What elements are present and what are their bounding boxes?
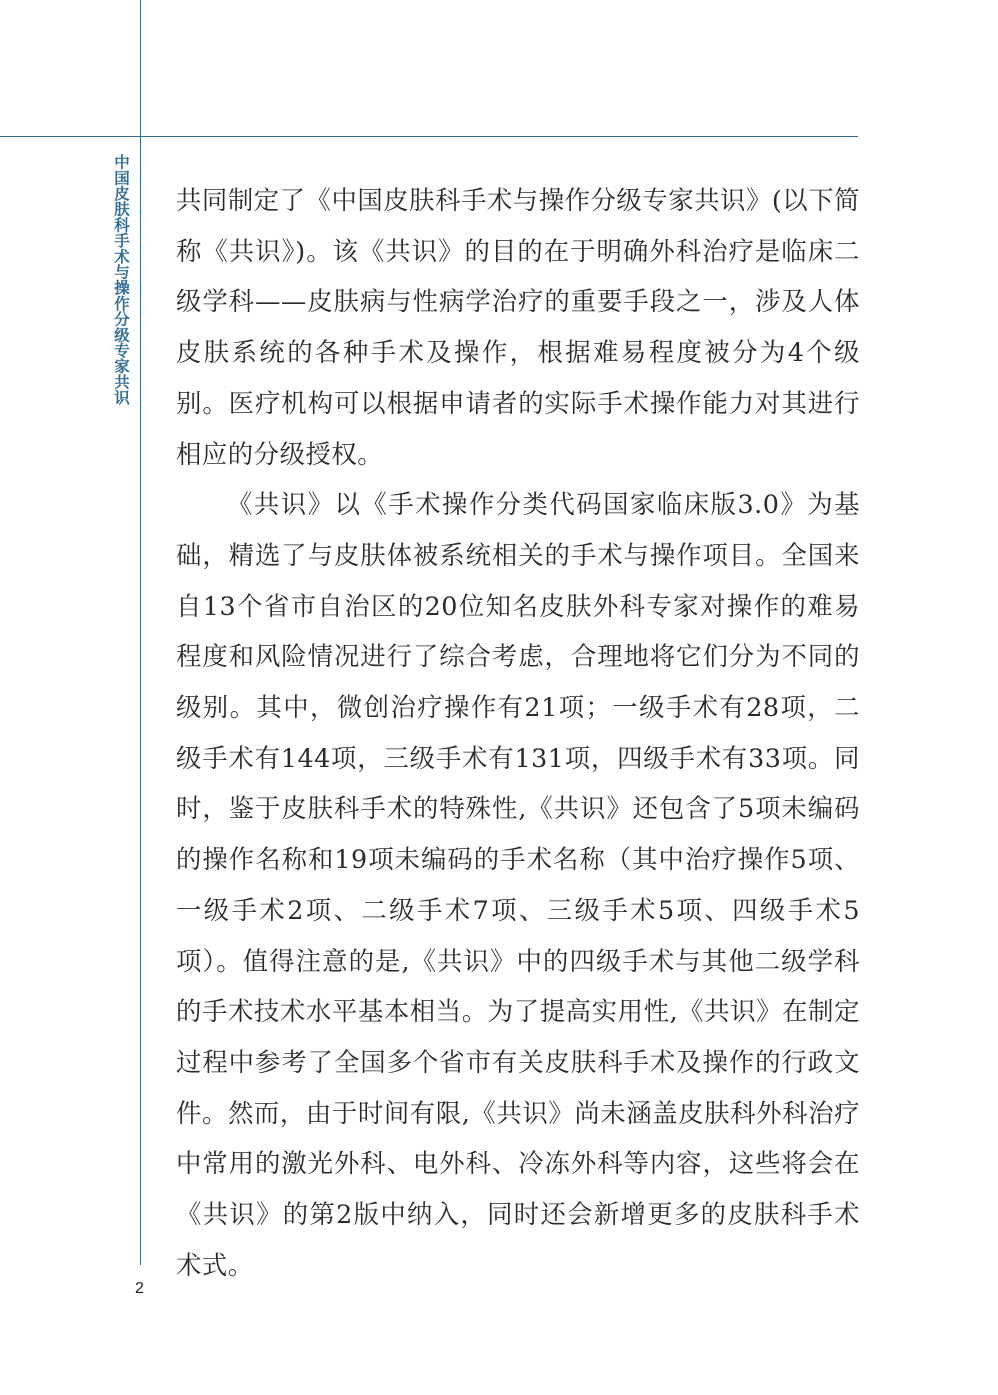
paragraph-1: 共同制定了《中国皮肤科手术与操作分级专家共识》(以下简称《共识》)。该《共识》的目的在于明确外科治疗是临床二级学科——皮肤病与性病学治疗的重要手段之一，涉及人体皮肤系统的各种手术及操作，根据难易程度被分为4个级别。医疗机构可以根据申请者的实际手术操作能力对其进行相应的分级授权。 [176, 185, 860, 469]
running-title: 中国皮肤科手术与操作分级专家共识 [112, 154, 130, 406]
page-number: 2 [135, 1280, 144, 1297]
vertical-rule [140, 0, 141, 1265]
body-text [176, 175, 860, 1290]
paragraph-2: 《共识》以《手术操作分类代码国家临床版3.0》为基础，精选了与皮肤体被系统相关的手术与操作项目。全国来自13个省市自治区的20位知名皮肤外科专家对操作的难易程度和风险情况进行了综合考虑，合理地将它们分为不同的级别。其中，微创治疗操作有21项；一级手术有28项，二级手术有144项，三级手术有131项，四级手术有33项。同时，鉴于皮肤科手术的特殊性,《共识》还包含了5项未编码的操作名称和19项未编码的手术名称（其中治疗操作5项、一级手术2项、二级手术7项、三级手术5项、四级手术5项）。值得注意的是,《共识》中的四级手术与其他二级学科的手术技术水平基本相当。为了提高实用性,《共识》在制定过程中参考了全国多个省市有关皮肤科手术及操作的行政文件。然而，由于时间有限,《共识》尚未涵盖皮肤科外科治疗中常用的激光外科、电外科、冷冻外科等内容，这些将会在《共识》的第2版中纳入，同时还会新增更多的皮肤科手术术式。 [176, 489, 860, 1280]
header-rule [0, 136, 858, 137]
